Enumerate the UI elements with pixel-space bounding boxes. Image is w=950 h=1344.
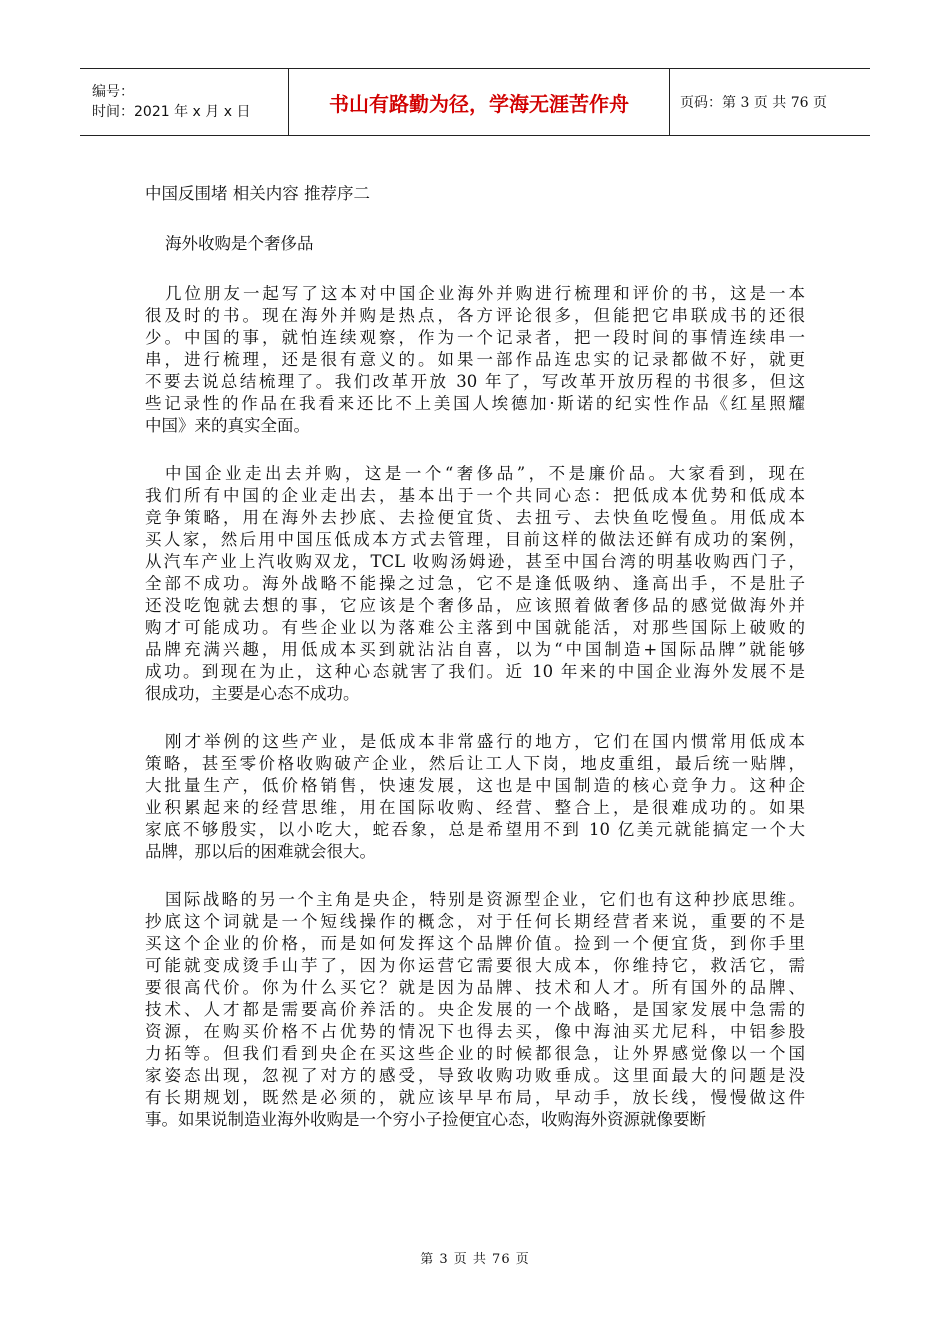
paragraph-line: 家姿态出现，忽视了对方的感受，导致收购功败垂成。这里面最大的问题是没 (145, 1066, 805, 1085)
paragraph-line: 品牌充满兴趣，用低成本买到就沾沾自喜，以为“中国制造+国际品牌”就能够 (145, 640, 805, 659)
paragraph-line: 买这个企业的价格，而是如何发挥这个品牌价值。捡到一个便宜货，到你手里 (145, 934, 805, 953)
section-subtitle: 海外收购是个奢侈品 (165, 234, 314, 253)
paragraph-line: 中国》来的真实全面。 (145, 416, 310, 435)
paragraph-line: 还没吃饱就去想的事，它应该是个奢侈品，应该照着做奢侈品的感觉做海外并 (145, 596, 805, 615)
paragraph-line: 买人家，然后用中国压低成本方式去管理，目前这样的做法还鲜有成功的案例， (145, 530, 805, 549)
page-header (80, 68, 870, 136)
document-number-label: 编号： (92, 84, 134, 100)
paragraph-line: 国际战略的另一个主角是央企，特别是资源型企业，它们也有这种抄底思维。 (165, 890, 805, 909)
document-title: 中国反围堵 相关内容 推荐序二 (145, 184, 370, 203)
paragraph-container (145, 283, 805, 1131)
paragraph-line: 资源，在购买价格不占优势的情况下也得去买，像中海油买尤尼科，中铝参股 (145, 1022, 805, 1041)
page-footer: 第 3 页 共 76 页 (420, 1252, 530, 1267)
paragraph-line: 技术、人才都是需要高价养活的。央企发展的一个战略，是国家发展中急需的 (145, 1000, 805, 1019)
paragraph-line: 中国企业走出去并购，这是一个“奢侈品”，不是廉价品。大家看到，现在 (165, 464, 805, 483)
paragraph-line: 从汽车产业上汽收购双龙，TCL 收购汤姆逊，甚至中国台湾的明基收购西门子， (145, 552, 805, 571)
paragraph-line: 要很高代价。你为什么买它？就是因为品牌、技术和人才。所有国外的品牌、 (145, 978, 805, 997)
paragraph-line: 竞争策略，用在海外去抄底、去捡便宜货、去扭亏、去快鱼吃慢鱼。用低成本 (145, 508, 805, 527)
paragraph-line: 抄底这个词就是一个短线操作的概念，对于任何长期经营者来说，重要的不是 (145, 912, 805, 931)
paragraph-line: 几位朋友一起写了这本对中国企业海外并购进行梳理和评价的书，这是一本 (165, 284, 805, 303)
paragraph-line: 力拓等。但我们看到央企在买这些企业的时候都很急，让外界感觉像以一个国 (145, 1044, 805, 1063)
paragraph-line: 品牌，那以后的困难就会很大。 (145, 842, 376, 861)
paragraph-line: 很成功，主要是心态不成功。 (145, 684, 360, 703)
paragraph-line: 业积累起来的经营思维，用在国际收购、经营、整合上，是很难成功的。如果 (145, 798, 805, 817)
document-body (145, 183, 805, 1157)
paragraph-line: 事。如果说制造业海外收购是一个穷小子捡便宜心态，收购海外资源就像要断 (145, 1110, 706, 1129)
paragraph-line: 刚才举例的这些产业，是低成本非常盛行的地方，它们在国内惯常用低成本 (165, 732, 805, 751)
body-paragraph (145, 463, 805, 705)
body-paragraph (145, 283, 805, 437)
paragraph-line: 策略，甚至零价格收购破产企业，然后让工人下岗，地皮重组，最后统一贴牌， (145, 754, 805, 773)
paragraph-line: 我们所有中国的企业走出去，基本出于一个共同心态：把低成本优势和低成本 (145, 486, 805, 505)
paragraph-line: 大批量生产，低价格销售，快速发展，这也是中国制造的核心竞争力。这种企 (145, 776, 805, 795)
paragraph-line: 购才可能成功。有些企业以为落难公主落到中国就能活，对那些国际上破败的 (145, 618, 805, 637)
paragraph-line: 全部不成功。海外战略不能操之过急，它不是逢低吸纳、逢高出手，不是肚子 (145, 574, 805, 593)
document-date: 时间：2021 年 x 月 x 日 (92, 104, 251, 120)
paragraph-line: 串，进行梳理，还是很有意义的。如果一部作品连忠实的记录都做不好，就更 (145, 350, 805, 369)
paragraph-line: 不要去说总结梳理了。我们改革开放 30 年了，写改革开放历程的书很多，但这 (145, 372, 805, 391)
paragraph-line: 有长期规划，既然是必须的，就应该早早布局，早动手，放长线，慢慢做这件 (145, 1088, 805, 1107)
body-paragraph (145, 731, 805, 863)
header-meta (80, 69, 288, 135)
paragraph-line: 少。中国的事，就怕连续观察，作为一个记录者，把一段时间的事情连续串一 (145, 328, 805, 347)
paragraph-line: 很及时的书。现在海外并购是热点，各方评论很多，但能把它串联成书的还很 (145, 306, 805, 325)
paragraph-line: 可能就变成烫手山芋了，因为你运营它需要很大成本，你维持它，救活它，需 (145, 956, 805, 975)
header-page-info: 页码：第 3 页 共 76 页 (680, 95, 827, 111)
paragraph-line: 家底不够殷实，以小吃大，蛇吞象，总是希望用不到 10 亿美元就能搞定一个大 (145, 820, 805, 839)
header-motto: 书山有路勤为径，学海无涯苦作舟 (288, 69, 670, 135)
body-paragraph (145, 889, 805, 1131)
paragraph-line: 些记录性的作品在我看来还比不上美国人埃德加·斯诺的纪实性作品《红星照耀 (145, 394, 805, 413)
paragraph-line: 成功。到现在为止，这种心态就害了我们。近 10 年来的中国企业海外发展不是 (145, 662, 805, 681)
